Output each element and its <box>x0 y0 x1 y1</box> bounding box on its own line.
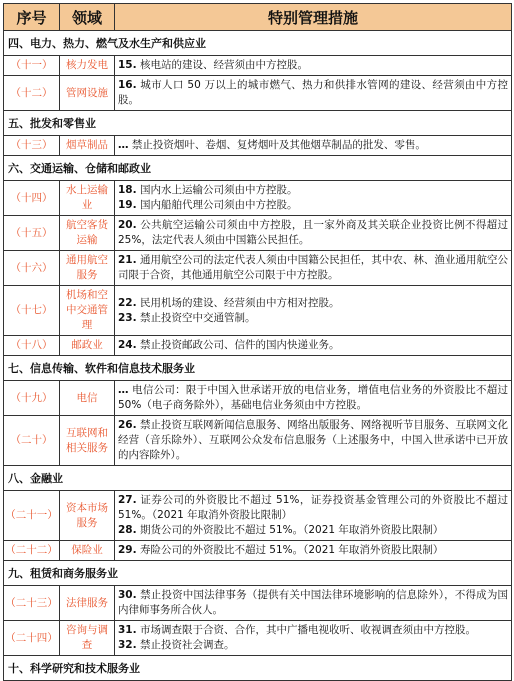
row-measures <box>115 56 512 76</box>
table-row <box>4 491 512 541</box>
measure-number: 30. <box>118 589 137 601</box>
row-measures <box>115 621 512 656</box>
measure-item <box>118 183 508 198</box>
row-seq: （二十三） <box>4 586 60 621</box>
table-row <box>4 76 512 111</box>
measure-text: 电信公司：限于中国入世承诺开放的电信业务，增值电信业务的外资股比不超过 50%（电子商务除外），基础电信业务须由中方控股。 <box>118 384 508 411</box>
row-measures <box>115 76 512 111</box>
measure-text: 禁止投资互联网新闻信息服务、网络出版服务、网络视听节目服务、互联网文化经营（音乐除外）、互联网公众发布信息服务（上述服务中，中国入世承诺中已开放的内容除外）。 <box>118 419 508 461</box>
header-measures: 特别管理措施 <box>115 4 512 31</box>
section-title: 四、电力、热力、燃气及水生产和供应业 <box>4 31 512 56</box>
row-field: 管网设施 <box>60 76 115 111</box>
header-seq: 序号 <box>4 4 60 31</box>
measure-number: 31. <box>118 624 137 636</box>
measure-text: 证券公司的外资股比不超过 51%，证券投资基金管理公司的外资股比不超过 51%。（2021 年取消外资股比限制） <box>118 494 508 521</box>
section-row <box>4 31 512 56</box>
section-row <box>4 156 512 181</box>
measure-item <box>118 338 508 353</box>
measure-item <box>118 638 508 653</box>
row-measures <box>115 586 512 621</box>
measure-item <box>118 198 508 213</box>
row-field: 航空客货运输 <box>60 216 115 251</box>
measure-text: 核电站的建设、经营须由中方控股。 <box>136 59 308 71</box>
section-row <box>4 111 512 136</box>
row-measures <box>115 541 512 561</box>
section-title: 六、交通运输、仓储和邮政业 <box>4 156 512 181</box>
measure-item <box>118 311 508 326</box>
measure-text: 国内船舶代理公司须由中方控股。 <box>136 199 298 211</box>
measure-item <box>118 296 508 311</box>
row-seq: （十八） <box>4 336 60 356</box>
table-row <box>4 136 512 156</box>
measure-item <box>118 543 508 558</box>
measure-number: 19. <box>118 199 137 211</box>
row-seq: （二十二） <box>4 541 60 561</box>
row-field: 咨询与调查 <box>60 621 115 656</box>
measure-text: 通用航空公司的法定代表人须由中国籍公民担任，其中农、林、渔业通用航空公司限于合资，其他通用航空公司限于中方控股。 <box>118 254 508 281</box>
measure-item <box>118 623 508 638</box>
row-seq: （十九） <box>4 381 60 416</box>
row-seq: （二十） <box>4 416 60 466</box>
row-field: 互联网和相关服务 <box>60 416 115 466</box>
row-field: 核力发电 <box>60 56 115 76</box>
measure-number: 21. <box>118 254 137 266</box>
section-row <box>4 656 512 681</box>
measure-item <box>118 138 508 153</box>
row-measures <box>115 136 512 156</box>
table-row <box>4 216 512 251</box>
measure-text: 禁止投资烟叶、卷烟、复烤烟叶及其他烟草制品的批发、零售。 <box>128 139 426 151</box>
measure-number: 15. <box>118 59 137 71</box>
measure-text: 禁止投资空中交通管制。 <box>136 311 256 324</box>
measure-text: 国内水上运输公司须由中方控股。 <box>136 184 298 196</box>
measure-text: 禁止投资中国法律事务（提供有关中国法律环境影响的信息除外），不得成为国内律师事务所合伙人。 <box>118 589 508 616</box>
section-row <box>4 561 512 586</box>
header-field: 领域 <box>60 4 115 31</box>
measure-number: … <box>118 139 129 151</box>
measure-text: 市场调查限于合资、合作，其中广播电视收听、收视调查须由中方控股。 <box>136 624 476 636</box>
section-title: 七、信息传输、软件和信息技术服务业 <box>4 356 512 381</box>
table-row <box>4 541 512 561</box>
row-field: 机场和空中交通管理 <box>60 286 115 336</box>
measure-item <box>118 78 508 108</box>
section-title: 九、租赁和商务服务业 <box>4 561 512 586</box>
measure-item <box>118 58 508 73</box>
measure-number: … <box>118 384 129 396</box>
row-measures <box>115 251 512 286</box>
measure-text: 城市人口 50 万以上的城市燃气、热力和供排水管网的建设、经营须由中方控股。 <box>118 79 508 106</box>
measure-item <box>118 253 508 283</box>
measure-item <box>118 493 508 523</box>
row-measures <box>115 181 512 216</box>
row-measures <box>115 286 512 336</box>
measure-number: 22. <box>118 296 137 309</box>
row-seq: （十三） <box>4 136 60 156</box>
row-field: 邮政业 <box>60 336 115 356</box>
row-seq: （十六） <box>4 251 60 286</box>
table-row <box>4 286 512 336</box>
section-title: 十、科学研究和技术服务业 <box>4 656 512 681</box>
measure-text: 期货公司的外资股比不超过 51%。（2021 年取消外资股比限制） <box>136 524 444 536</box>
measure-number: 29. <box>118 544 137 556</box>
special-measures-table <box>3 3 512 681</box>
section-title: 八、金融业 <box>4 466 512 491</box>
row-measures <box>115 416 512 466</box>
table-row <box>4 336 512 356</box>
row-seq: （十一） <box>4 56 60 76</box>
table-row <box>4 621 512 656</box>
measure-number: 27. <box>118 494 137 506</box>
measure-item <box>118 383 508 413</box>
row-measures <box>115 491 512 541</box>
row-seq: （十五） <box>4 216 60 251</box>
measure-number: 23. <box>118 311 137 324</box>
row-field: 法律服务 <box>60 586 115 621</box>
row-field: 烟草制品 <box>60 136 115 156</box>
measure-number: 32. <box>118 639 137 651</box>
section-row <box>4 356 512 381</box>
table-row <box>4 586 512 621</box>
measure-number: 20. <box>118 219 137 231</box>
row-seq: （十四） <box>4 181 60 216</box>
table-row <box>4 56 512 76</box>
table-row <box>4 416 512 466</box>
measure-text: 禁止投资邮政公司、信件的国内快递业务。 <box>136 339 340 351</box>
measure-item <box>118 218 508 248</box>
measure-item <box>118 523 508 538</box>
row-field: 电信 <box>60 381 115 416</box>
table-row <box>4 381 512 416</box>
measure-text: 寿险公司的外资股比不超过 51%。（2021 年取消外资股比限制） <box>136 544 444 556</box>
row-field: 保险业 <box>60 541 115 561</box>
measure-text: 公共航空运输公司须由中方控股，且一家外商及其关联企业投资比例不得超过 25%，法定代表人须由中国籍公民担任。 <box>118 219 508 246</box>
document-page <box>0 3 514 675</box>
measure-item <box>118 588 508 618</box>
table-body <box>4 31 512 681</box>
row-seq: （二十一） <box>4 491 60 541</box>
section-row <box>4 466 512 491</box>
section-title: 五、批发和零售业 <box>4 111 512 136</box>
measure-number: 28. <box>118 524 137 536</box>
table-row <box>4 251 512 286</box>
measure-number: 16. <box>118 79 137 91</box>
row-field: 资本市场服务 <box>60 491 115 541</box>
header-row <box>4 4 512 31</box>
row-measures <box>115 336 512 356</box>
row-field: 通用航空服务 <box>60 251 115 286</box>
measure-text: 禁止投资社会调查。 <box>136 639 235 651</box>
table-row <box>4 181 512 216</box>
measure-text: 民用机场的建设、经营须由中方相对控股。 <box>136 296 340 309</box>
row-seq: （十二） <box>4 76 60 111</box>
row-measures <box>115 381 512 416</box>
measure-item <box>118 418 508 463</box>
measure-number: 24. <box>118 339 137 351</box>
row-measures <box>115 216 512 251</box>
row-seq: （十七） <box>4 286 60 336</box>
row-field: 水上运输业 <box>60 181 115 216</box>
measure-number: 18. <box>118 184 137 196</box>
row-seq: （二十四） <box>4 621 60 656</box>
measure-number: 26. <box>118 419 137 431</box>
